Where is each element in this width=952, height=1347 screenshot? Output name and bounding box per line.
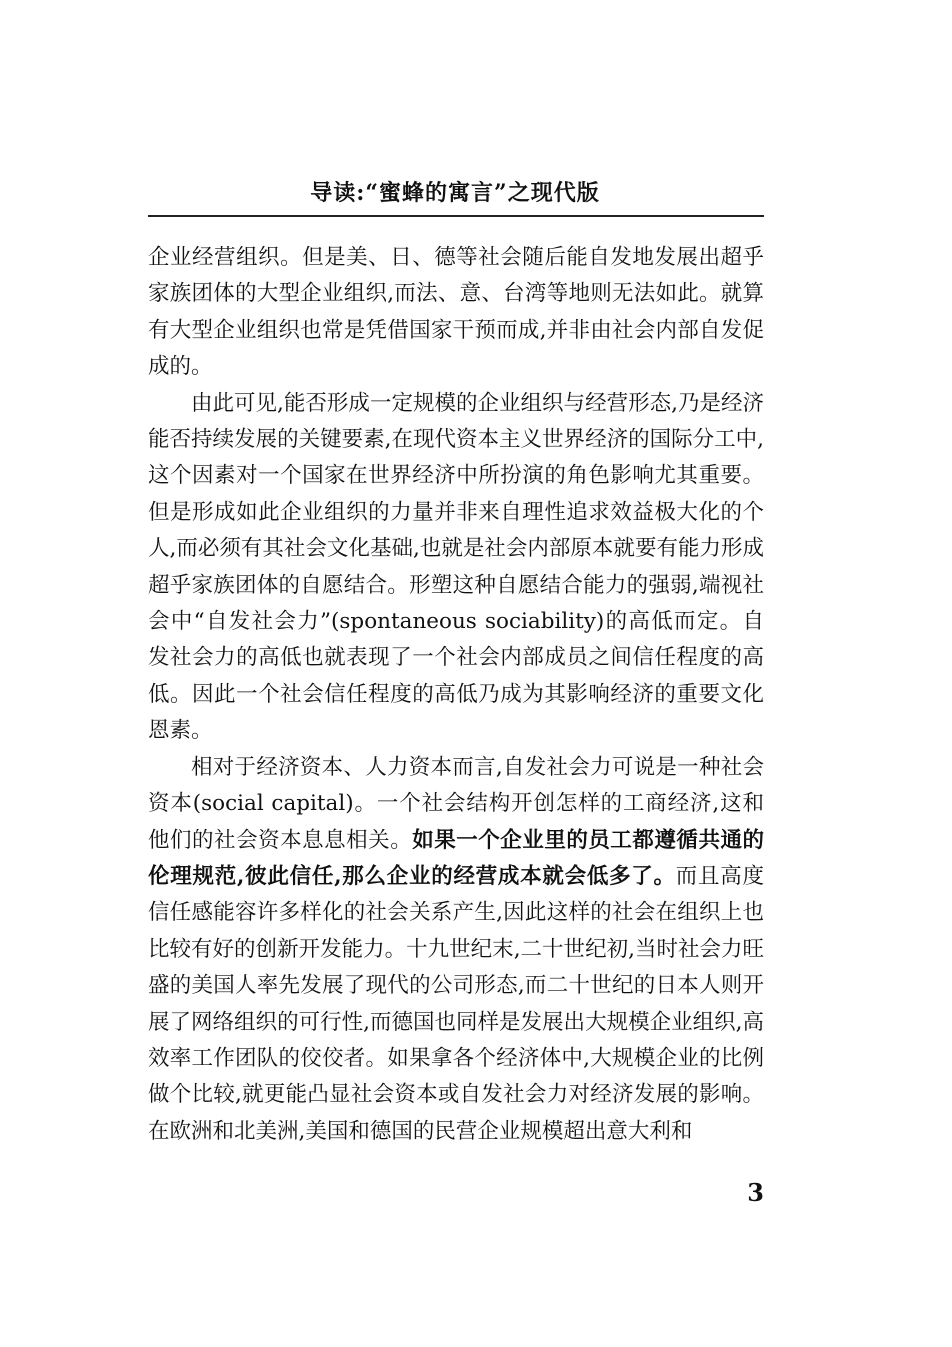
header-divider [148, 215, 764, 217]
paragraph-text: 相对于经济资本、人力资本而言,自发社会力可说是一种社会资本(social capital)。一个社会结构开创怎样的工商经济,这和他们的社会资本息息相关。 [148, 754, 764, 853]
paragraph-continued: 企业经营组织。但是美、日、德等社会随后能自发地发展出超乎家族团体的大型企业组织,而法、意、台湾等地则无法如此。就算有大型企业组织也常是凭借国家干预而成,并非由社会内部自发促成的。 [148, 245, 764, 380]
bold-emphasis-text: 如果一个企业里的员工都遵循共通的伦理规范,彼此信任,那么企业的经营成本就会低多了。 [148, 827, 764, 889]
paragraph-text: 而且高度信任感能容许多样化的社会关系产生,因此这样的社会在组织上也比较有好的创新开发能力。十九世纪末,二十世纪初,当时社会力旺盛的美国人率先发展了现代的公司形态,而二十世纪的日本人则开展了网络组织的可行性,而德国也同样是发展出大规模企业组织,高效率工作团队的佼佼者。如果拿各个经济体中,大规模企业的比例做个比较,就更能凸显社会资本或自发社会力对经济发展的影响。在欧洲和北美洲,美国和德国的民营企业规模超出意大利和 [148, 863, 764, 1144]
paragraph: 由此可见,能否形成一定规模的企业组织与经营形态,乃是经济能否持续发展的关键要素,在现代资本主义世界经济的国际分工中,这个因素对一个国家在世界经济中所扮演的角色影响尤其重要。但是形成如此企业组织的力量并非来自理性追求效益极大化的个人,而必须有其社会文化基础,也就是社会内部原本就要有能力形成超乎家族团体的自愿结合。形塑这种自愿结合能力的强弱,端视社会中“自发社会力”(spontaneous sociability)的高低而定。自发社会力的高低也就表现了一个社会内部成员之间信任程度的高低。因此一个社会信任程度的高低乃成为其影响经济的重要文化恩素。 [148, 390, 764, 744]
page-number: 3 [747, 1178, 764, 1207]
paragraph [148, 750, 764, 1150]
body-text [148, 240, 764, 1150]
running-header: 导读:“蜜蜂的寓言”之现代版 [310, 180, 600, 206]
